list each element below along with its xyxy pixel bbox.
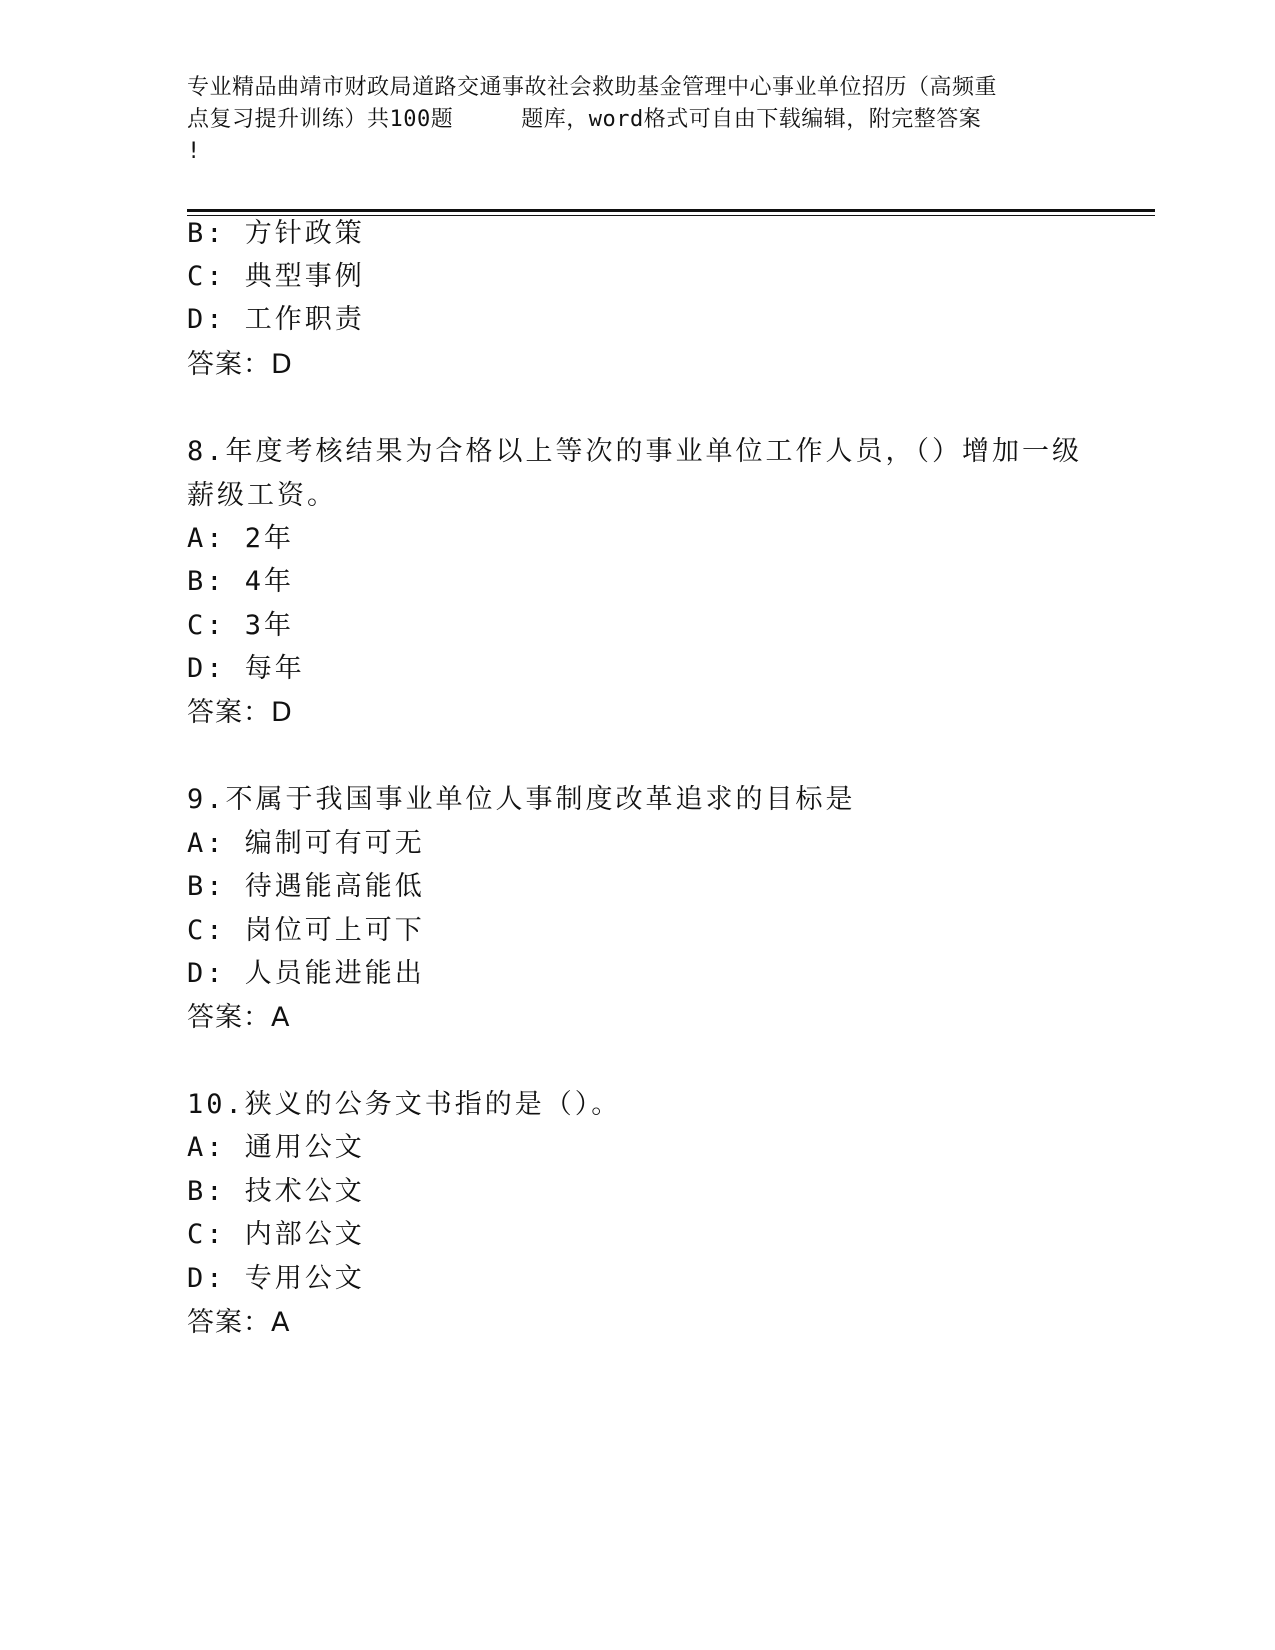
q8-option-a: A: 2年 bbox=[187, 523, 295, 554]
q10-option-a: A: 通用公文 bbox=[187, 1132, 365, 1163]
q9-option-d: D: 人员能进能出 bbox=[187, 958, 425, 989]
q9-question: 9.不属于我国事业单位人事制度改革追求的目标是 bbox=[187, 784, 856, 815]
q10-question: 10.狭义的公务文书指的是（）。 bbox=[187, 1089, 622, 1120]
q7-option-b: B: 方针政策 bbox=[187, 218, 365, 249]
header-line-3: ! bbox=[187, 139, 201, 164]
q8-option-b: B: 4年 bbox=[187, 566, 295, 597]
document-header bbox=[187, 72, 1087, 168]
q7-answer: 答案：D bbox=[187, 349, 293, 380]
header-line-2-part-1: 点复习提升训练）共100题 bbox=[187, 107, 454, 132]
header-line-2-part-2: 题库，word格式可自由下载编辑，附完整答案 bbox=[521, 107, 982, 132]
header-line-2 bbox=[187, 104, 1087, 136]
header-divider-thick bbox=[187, 209, 1155, 212]
q10-option-b: B: 技术公文 bbox=[187, 1176, 365, 1207]
q10-answer: 答案：A bbox=[187, 1307, 291, 1338]
q8-answer: 答案：D bbox=[187, 697, 293, 728]
q9-option-c: C: 岗位可上可下 bbox=[187, 915, 425, 946]
q9-answer: 答案：A bbox=[187, 1002, 291, 1033]
q8-option-d: D: 每年 bbox=[187, 653, 305, 684]
q8-question-line-2: 薪级工资。 bbox=[187, 480, 337, 511]
header-line-1: 专业精品曲靖市财政局道路交通事故社会救助基金管理中心事业单位招历（高频重 bbox=[187, 75, 998, 100]
q8-option-c: C: 3年 bbox=[187, 610, 295, 641]
q9-option-a: A: 编制可有可无 bbox=[187, 828, 425, 859]
q7-option-d: D: 工作职责 bbox=[187, 304, 365, 335]
q9-option-b: B: 待遇能高能低 bbox=[187, 871, 425, 902]
q8-question-line-1: 8.年度考核结果为合格以上等次的事业单位工作人员，（）增加一级 bbox=[187, 436, 1083, 467]
q10-option-c: C: 内部公文 bbox=[187, 1219, 365, 1250]
q7-option-c: C: 典型事例 bbox=[187, 261, 365, 292]
q10-option-d: D: 专用公文 bbox=[187, 1263, 365, 1294]
